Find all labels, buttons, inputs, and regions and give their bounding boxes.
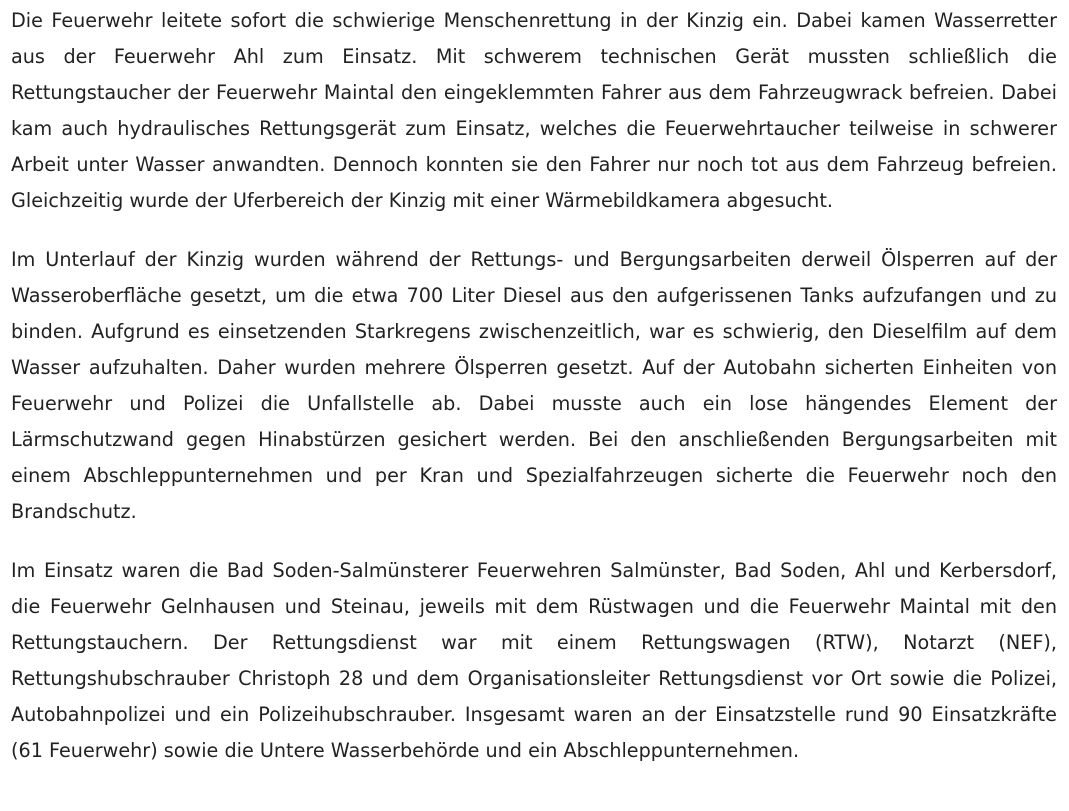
article-body [11,3,1057,792]
article-paragraph-3: Im Einsatz waren die Bad Soden-Salmünsterer Feuerwehren Salmünster, Bad Soden, Ahl und Kerbersdorf, die Feuerwehr Gelnhausen und Steinau, jeweils mit dem Rüstwagen und die Feuerwehr Maintal mit den Rettungstauchern. Der Rettungsdienst war mit einem Rettungswagen (RTW), Notarzt (NEF), Rettungshubschrauber Christoph 28 und dem Organisationsleiter Rettungsdienst vor Ort sowie die Polizei, Autobahnpolizei und ein Polizeihubschrauber. Insgesamt waren an der Einsatzstelle rund 90 Einsatzkräfte (61 Feuerwehr) sowie die Untere Wasserbehörde und ein Abschleppunternehmen. [11,559,1057,762]
article-paragraph-1: Die Feuerwehr leitete sofort die schwierige Menschenrettung in der Kinzig ein. Dabei kamen Wasserretter aus der Feuerwehr Ahl zum Einsatz. Mit schwerem technischen Gerät mussten schließlich die Rettungstaucher der Feuerwehr Maintal den eingeklemmten Fahrer aus dem Fahrzeugwrack befreien. Dabei kam auch hydraulisches Rettungsgerät zum Einsatz, welches die Feuerwehrtaucher teilweise in schwerer Arbeit unter Wasser anwandten. Dennoch konnten sie den Fahrer nur noch tot aus dem Fahrzeug befreien. Gleichzeitig wurde der Uferbereich der Kinzig mit einer Wärmebildkamera abgesucht. [11,9,1057,212]
article-paragraph-2: Im Unterlauf der Kinzig wurden während der Rettungs- und Bergungsarbeiten derweil Ölsperren auf der Wasseroberfläche gesetzt, um die etwa 700 Liter Diesel aus den aufgerissenen Tanks aufzufangen und zu binden. Aufgrund es einsetzenden Starkregens zwischenzeitlich, war es schwierig, den Dieselfilm auf dem Wasser aufzuhalten. Daher wurden mehrere Ölsperren gesetzt. Auf der Autobahn sicherten Einheiten von Feuerwehr und Polizei die Unfallstelle ab. Dabei musste auch ein lose hängendes Element der Lärmschutzwand gegen Hinabstürzen gesichert werden. Bei den anschließenden Bergungsarbeiten mit einem Abschleppunternehmen und per Kran und Spezialfahrzeugen sicherte die Feuerwehr noch den Brandschutz. [11,248,1057,523]
